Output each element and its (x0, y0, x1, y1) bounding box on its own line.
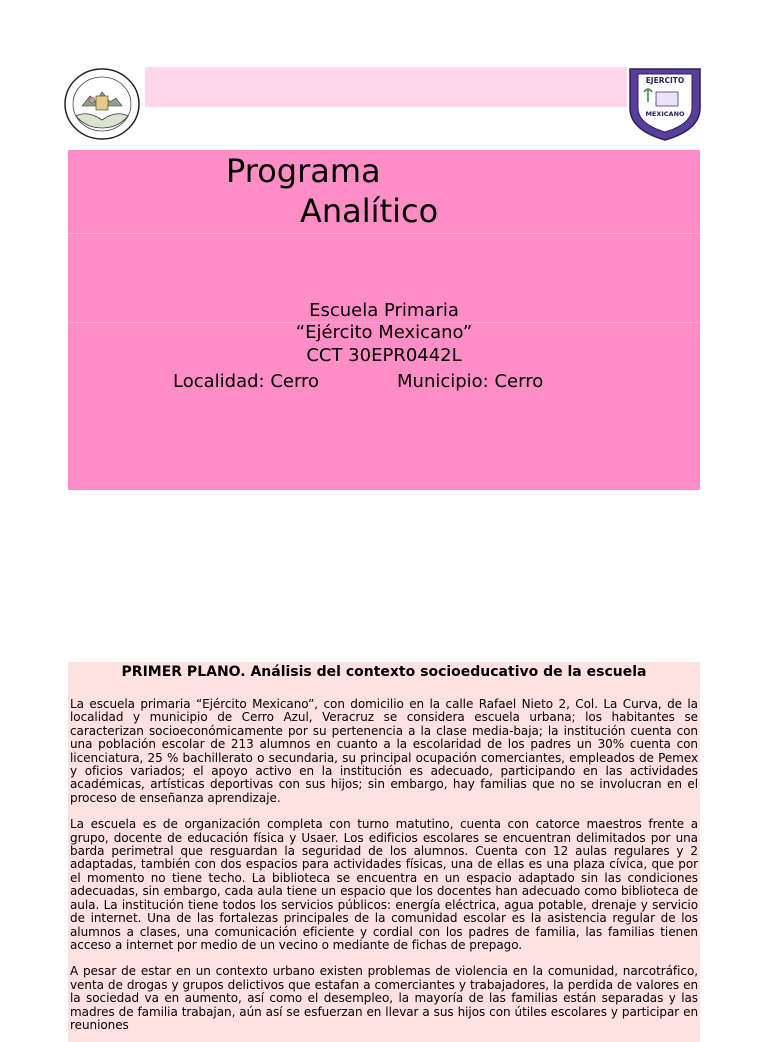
title-line-1: Programa (226, 152, 381, 190)
school-type: Escuela Primaria (309, 300, 459, 321)
context-section (68, 662, 700, 1042)
title-line-2: Analítico (300, 192, 439, 230)
shield-top-text: EJERCITO (645, 76, 685, 85)
paragraph: A pesar de estar en un contexto urbano existen problemas de violencia en la comunidad, narcotráfico, venta de drogas y grupos delictivos que estafan a comerciantes y trabajadores, la perdida de valores en la sociedad va en aumento, así como el desempleo, la mayoría de las familias están separadas y las madres de familia trabajan, aún así se esfuerzan en llevar a sus hijos con útiles escolares y participar en reuniones (70, 964, 698, 1032)
escuela-ejercito-mexicano-shield-icon (626, 66, 704, 142)
localidad: Localidad: Cerro (173, 371, 320, 392)
header-band (145, 67, 627, 107)
section-title: PRIMER PLANO. Análisis del contexto socioeducativo de la escuela (121, 664, 647, 680)
shield-bottom-text: MEXICANO (645, 110, 685, 118)
municipio: Municipio: Cerro (397, 371, 544, 392)
paragraph: La escuela primaria “Ejército Mexicano”, con domicilio en la calle Rafael Nieto 2, Col. La Curva, de la localidad y municipio de Cerro Azul, Veracruz se considera escuela urbana; los habitantes se caracterizan socioeconómicamente por su pertenencia a la clase media-baja; la institución cuenta con una población escolar de 213 alumnos en cuanto a la escolaridad de los padres un 30% cuenta con licenciatura, 25 % bachillerato o secundaria, su principal ocupación comerciantes, empleados de Pemex y oficios variados; el apoyo activo en la institución es adecuado, participando en las actividades académicas, artísticas deportivas con sus hijos; sin embargo, hay familias que no se involucran en el proceso de enseñanza aprendizaje. (70, 697, 698, 805)
cover-divider (68, 233, 700, 234)
zona-escolar-seal-icon (62, 66, 142, 142)
cover-block (68, 150, 700, 490)
school-cct: CCT 30EPR0442L (306, 345, 462, 366)
paragraph: La escuela es de organización completa con turno matutino, cuenta con catorce maestros frente a grupo, docente de educación física y Usaer. Los edificios escolares se encuentran delimitados por una barda perimetral que resguardan la seguridad de los alumnos. Cuenta con 12 aulas regulares y 2 adaptadas, también con dos espacios para actividades físicas, una de ellas es una plaza cívica, que por el momento no tiene techo. La biblioteca se encuentra en un espacio adaptado sin las condiciones adecuadas, sin embargo, cada aula tiene un espacio que los docentes han adecuado como biblioteca de aula. La institución tiene todos los servicios públicos: energía eléctrica, agua potable, drenaje y servicio de internet. Una de las fortalezas principales de la comunidad escolar es la asistencia regular de los alumnos a clases, una comunicación eficiente y cordial con los padres de familia, las familias tienen acceso a internet por medio de un vecino o mediante de fichas de prepago. (70, 817, 698, 952)
school-name: “Ejército Mexicano” (295, 322, 473, 343)
